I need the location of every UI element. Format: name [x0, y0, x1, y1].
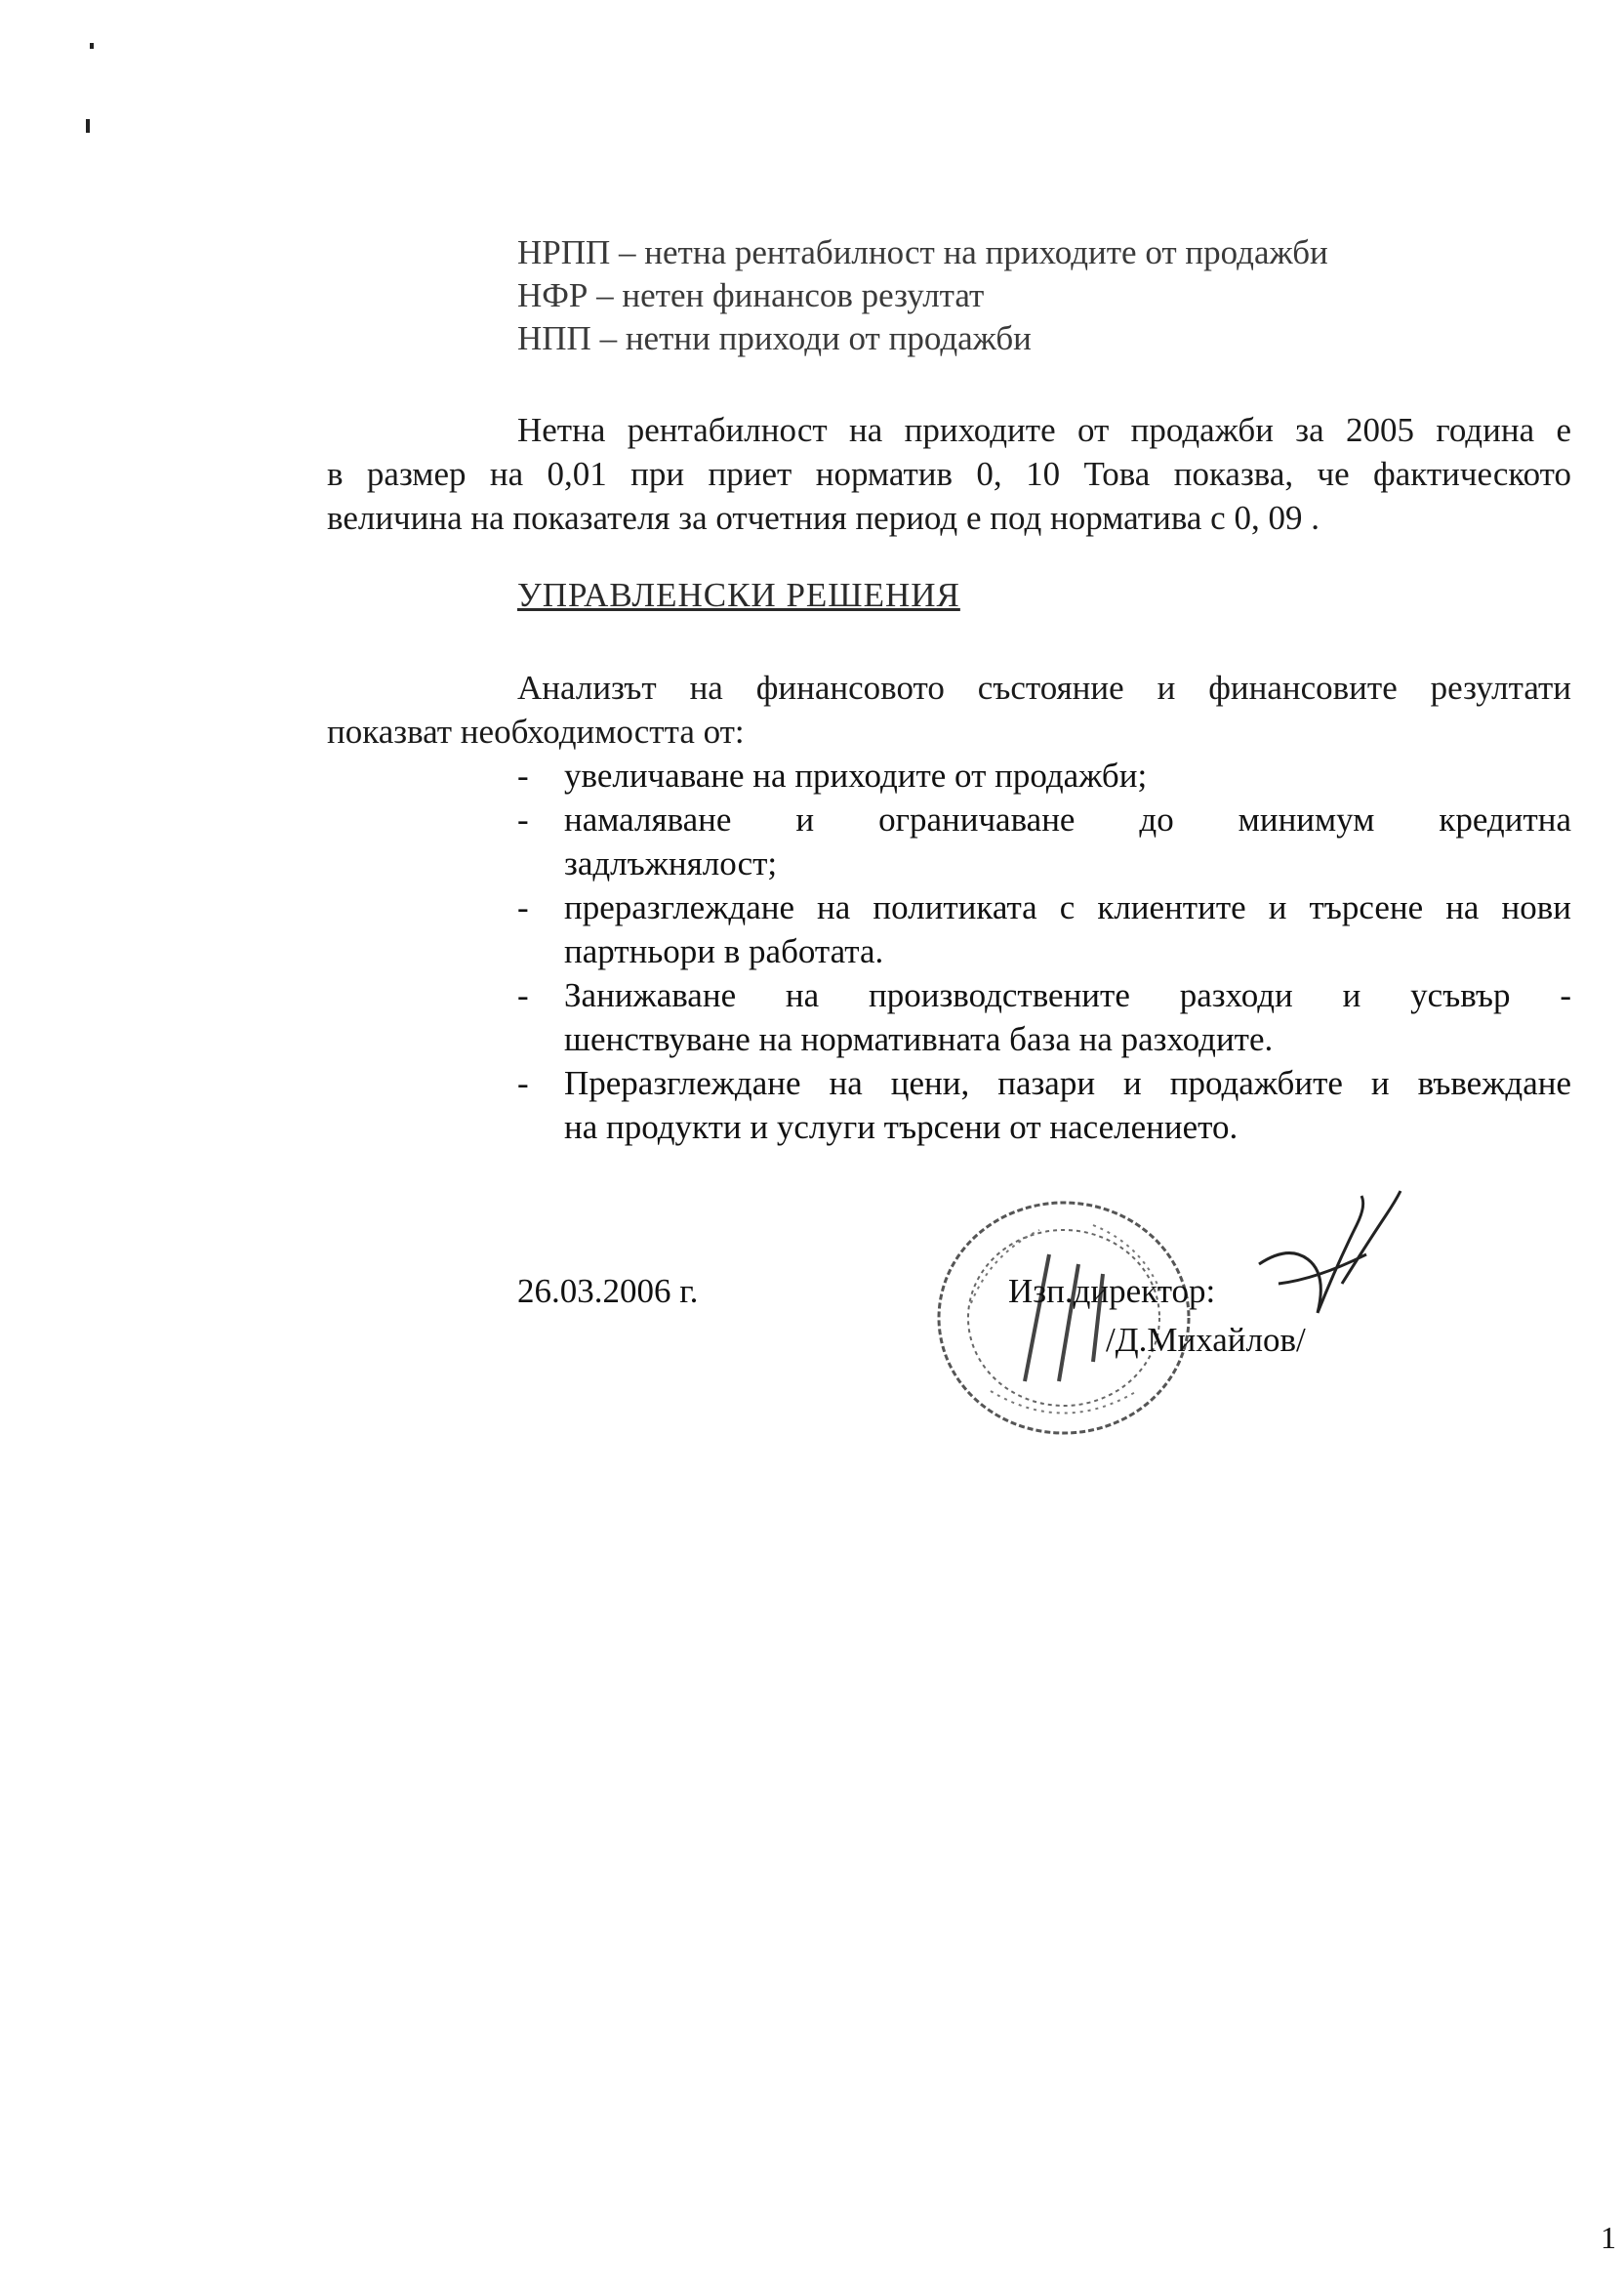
paragraph-line: величина на показателя за отчетния период е под норматива с 0, 09 . — [327, 499, 1320, 537]
section-heading: УПРАВЛЕНСКИ РЕШЕНИЯ — [517, 576, 960, 614]
list-item — [517, 885, 1571, 973]
list-item — [517, 754, 1571, 798]
list-item-text: партньори в работата. — [564, 932, 884, 970]
list-item — [517, 798, 1571, 885]
list-dash: - — [517, 800, 529, 839]
list-dash: - — [517, 1064, 529, 1102]
document-date: 26.03.2006 г. — [517, 1272, 699, 1310]
signatory-name: /Д.Михайлов/ — [1106, 1321, 1306, 1359]
definition-line: НФР – нетен финансов резултат — [517, 276, 985, 314]
paragraph-line: Нетна рентабилност на приходите от продажби за 2005 година е — [517, 411, 1571, 449]
company-stamp-icon — [932, 1196, 1196, 1440]
profitability-paragraph — [327, 408, 1571, 540]
analysis-paragraph — [327, 666, 1571, 754]
list-item-text: Занижаване на производствените разходи и усъвър - — [564, 976, 1571, 1014]
definition-line: НРПП – нетна рентабилност на приходите от продажби — [517, 233, 1328, 271]
list-item-text: на продукти и услуги търсени от населението. — [564, 1108, 1238, 1146]
list-dash: - — [517, 976, 529, 1014]
paragraph-line: Анализът на финансовото състояние и финансовите резултати — [517, 669, 1571, 707]
list-item-text: увеличаване на приходите от продажби; — [564, 757, 1148, 795]
list-dash: - — [517, 757, 529, 795]
definition-line: НПП – нетни приходи от продажби — [517, 319, 1032, 357]
list-item-text: задлъжнялост; — [564, 844, 778, 882]
handwritten-signature-icon — [1249, 1186, 1405, 1323]
page-number: 1 — [1601, 2220, 1616, 2255]
list-item-text: Преразглеждане на цени, пазари и продажбите и въвеждане — [564, 1064, 1571, 1102]
signatory-role: Изп.директор: — [1008, 1272, 1216, 1310]
list-item-text: преразглеждане на политиката с клиентите и търсене на нови — [564, 888, 1571, 926]
list-item — [517, 1061, 1571, 1149]
measures-list — [517, 754, 1571, 1149]
paragraph-line: в размер на 0,01 при приет норматив 0, 10 Това показва, че фактическото — [327, 455, 1571, 493]
paragraph-line: показват необходимостта от: — [327, 713, 745, 751]
list-item-text: намаляване и ограничаване до минимум кредитна — [564, 800, 1571, 839]
list-item-text: шенствуване на нормативната база на разходите. — [564, 1020, 1274, 1058]
scan-speck — [86, 119, 90, 133]
list-dash: - — [517, 888, 529, 926]
list-item — [517, 973, 1571, 1061]
scan-speck — [90, 43, 94, 49]
